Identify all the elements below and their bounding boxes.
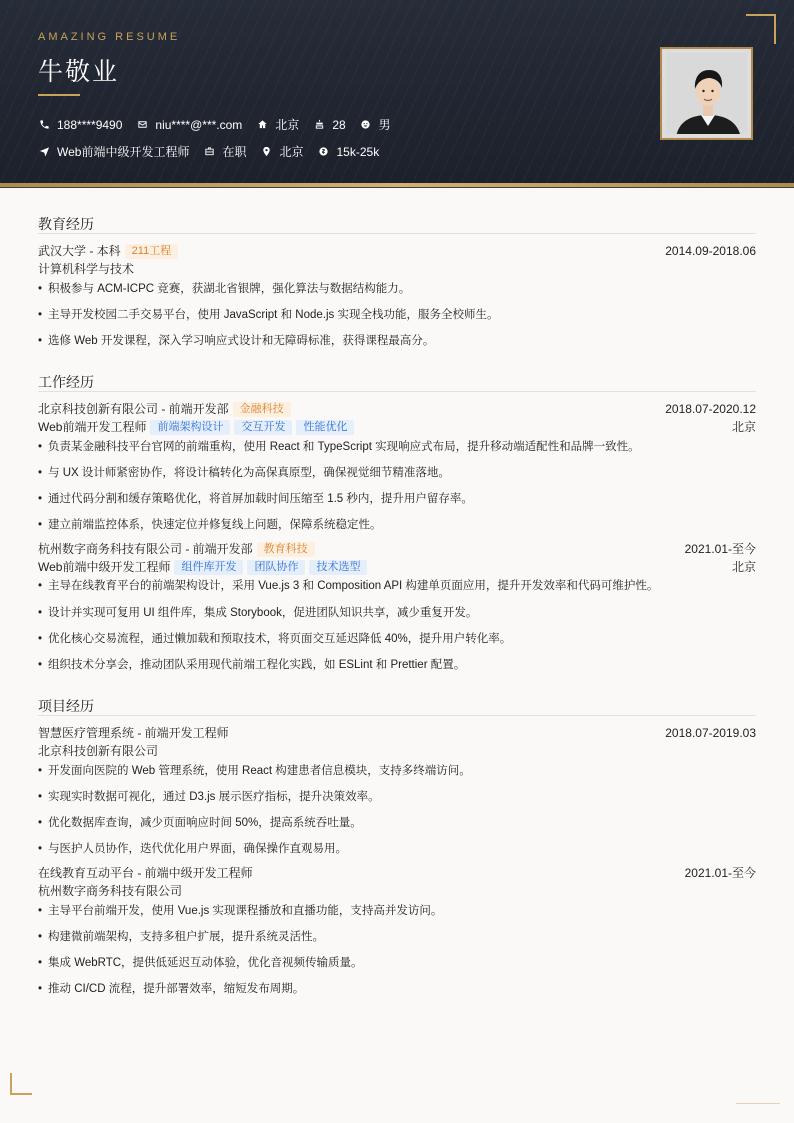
- gender-icon: [360, 119, 372, 131]
- list-item: • 集成 WebRTC，提供低延迟互动体验，优化音视频传输质量。: [38, 955, 756, 971]
- resume-header: [0, 0, 794, 183]
- list-item: • 优化核心交易流程，通过懒加载和预取技术，将页面交互延迟降低 40%，提升用户转化率。: [38, 631, 756, 647]
- job-role: Web前端开发工程师: [38, 420, 147, 434]
- projects-section-title: 项目经历: [38, 698, 94, 714]
- project-header-line: [38, 865, 756, 881]
- job-date: 2021.01-至今: [684, 542, 756, 556]
- job-header-line: [38, 541, 756, 557]
- list-item: • 实现实时数据可视化，通过 D3.js 展示医疗指标，提升决策效率。: [38, 789, 756, 805]
- home-item: [256, 116, 299, 133]
- position-text: Web前端中级开发工程师: [57, 145, 190, 159]
- profile-photo: [660, 47, 753, 140]
- job-header-line: [38, 401, 756, 417]
- location-text: 北京: [279, 145, 304, 159]
- phone-text: 188****9490: [57, 117, 123, 132]
- home-icon: [256, 119, 268, 131]
- job-role-line: [38, 419, 756, 435]
- project-date: 2021.01-至今: [684, 866, 756, 880]
- contact-row-2: [38, 143, 393, 160]
- list-item: • 推动 CI/CD 流程，提升部署效率，缩短发布周期。: [38, 981, 756, 997]
- gender-item: [360, 116, 391, 133]
- skill-tag: 交互开发: [234, 420, 292, 435]
- briefcase-icon: [203, 146, 215, 158]
- project-company: 杭州数字商务科技有限公司: [38, 884, 183, 898]
- company-name: 杭州数字商务科技有限公司 - 前端开发部: [38, 542, 253, 556]
- list-item: • 主导在线教育平台的前端架构设计，采用 Vue.js 3 和 Composition API 构建单页面应用，提升开发效率和代码可维护性。: [38, 578, 756, 594]
- cake-icon: [313, 119, 325, 131]
- company-tag: 教育科技: [257, 542, 315, 557]
- list-item: • 与医护人员协作，迭代优化用户界面，确保操作直观易用。: [38, 841, 756, 857]
- position-item: [38, 143, 189, 160]
- list-item: • 设计并实现可复用 UI 组件库，集成 Storybook，促进团队知识共享，减少重复开发。: [38, 605, 756, 621]
- school-tag: 211工程: [125, 244, 179, 259]
- brand-label: AMAZING RESUME: [38, 31, 181, 43]
- job-city: 北京: [731, 560, 756, 574]
- school-name: 武汉大学 - 本科: [38, 244, 121, 258]
- list-item: • 主导平台前端开发，使用 Vue.js 实现课程播放和直播功能，支持高并发访问。: [38, 903, 756, 919]
- phone-item: [38, 118, 122, 132]
- education-section-title: 教育经历: [38, 216, 94, 232]
- education-header-line: [38, 243, 756, 259]
- list-item: • 优化数据库查询，减少页面响应时间 50%，提高系统吞吐量。: [38, 815, 756, 831]
- project-company: 北京科技创新有限公司: [38, 744, 159, 758]
- project-date: 2018.07-2019.03: [665, 726, 756, 740]
- mail-icon: [136, 119, 148, 131]
- candidate-name: 牛敬业: [38, 57, 120, 86]
- avatar: [666, 53, 747, 134]
- list-item: • 通过代码分割和缓存策略优化，将首屏加载时间压缩至 1.5 秒内，提升用户留存率。: [38, 491, 756, 507]
- contact-row-1: [38, 116, 405, 133]
- project-header-line: [38, 725, 756, 741]
- send-icon: [38, 146, 50, 158]
- corner-ornament: [10, 1073, 32, 1095]
- corner-ornament: [746, 14, 776, 44]
- email-item: [136, 118, 242, 132]
- section-divider: [38, 391, 756, 392]
- phone-icon: [38, 119, 50, 131]
- salary-text: 15k-25k: [336, 144, 380, 159]
- list-item: • 构建微前端架构，支持多租户扩展，提升系统灵活性。: [38, 929, 756, 945]
- location-item: [260, 143, 303, 160]
- skill-tag: 性能优化: [296, 420, 354, 435]
- job-role-line: [38, 559, 756, 575]
- job-date: 2018.07-2020.12: [665, 402, 756, 416]
- education-major: 计算机科学与技术: [38, 262, 135, 276]
- list-item: • 主导开发校园二手交易平台，使用 JavaScript 和 Node.js 实现全栈功能，服务全校师生。: [38, 307, 756, 323]
- company-tag: 金融科技: [233, 402, 291, 417]
- name-underline: [38, 94, 80, 96]
- list-item: • 积极参与 ACM-ICPC 竞赛，获湖北省银牌，强化算法与数据结构能力。: [38, 281, 756, 297]
- list-item: • 负责某金融科技平台官网的前端重构，使用 React 和 TypeScript 实现响应式布局，提升移动端适配性和品牌一致性。: [38, 439, 756, 455]
- section-divider: [38, 715, 756, 716]
- skill-tag: 技术选型: [309, 560, 367, 575]
- header-divider: [0, 187, 794, 188]
- location-icon: [260, 146, 272, 158]
- company-name: 北京科技创新有限公司 - 前端开发部: [38, 402, 229, 416]
- job-role: Web前端中级开发工程师: [38, 560, 171, 574]
- email-text: niu****@***.com: [155, 117, 243, 132]
- status-item: [203, 143, 246, 160]
- status-text: 在职: [222, 145, 247, 159]
- project-name: 智慧医疗管理系统 - 前端开发工程师: [38, 726, 229, 740]
- skill-tag: 团队协作: [247, 560, 305, 575]
- gender-text: 男: [378, 118, 391, 132]
- section-divider: [38, 233, 756, 234]
- money-icon: [318, 146, 330, 158]
- home-city-text: 北京: [275, 118, 300, 132]
- job-city: 北京: [731, 420, 756, 434]
- list-item: • 开发面向医院的 Web 管理系统，使用 React 构建患者信息模块，支持多终端访问。: [38, 763, 756, 779]
- work-section-title: 工作经历: [38, 374, 94, 390]
- salary-item: [318, 145, 380, 159]
- skill-tag: 组件库开发: [174, 560, 243, 575]
- list-item: • 建立前端监控体系，快速定位并修复线上问题，保障系统稳定性。: [38, 517, 756, 533]
- age-item: [313, 118, 345, 132]
- project-name: 在线教育互动平台 - 前端中级开发工程师: [38, 866, 253, 880]
- footer-line: [736, 1103, 780, 1104]
- age-text: 28: [332, 117, 346, 132]
- list-item: • 选修 Web 开发课程，深入学习响应式设计和无障碍标准，获得课程最高分。: [38, 333, 756, 349]
- list-item: • 与 UX 设计师紧密协作，将设计稿转化为高保真原型，确保视觉细节精准落地。: [38, 465, 756, 481]
- education-date: 2014.09-2018.06: [665, 244, 756, 258]
- skill-tag: 前端架构设计: [150, 420, 230, 435]
- list-item: • 组织技术分享会，推动团队采用现代前端工程化实践，如 ESLint 和 Prettier 配置。: [38, 657, 756, 673]
